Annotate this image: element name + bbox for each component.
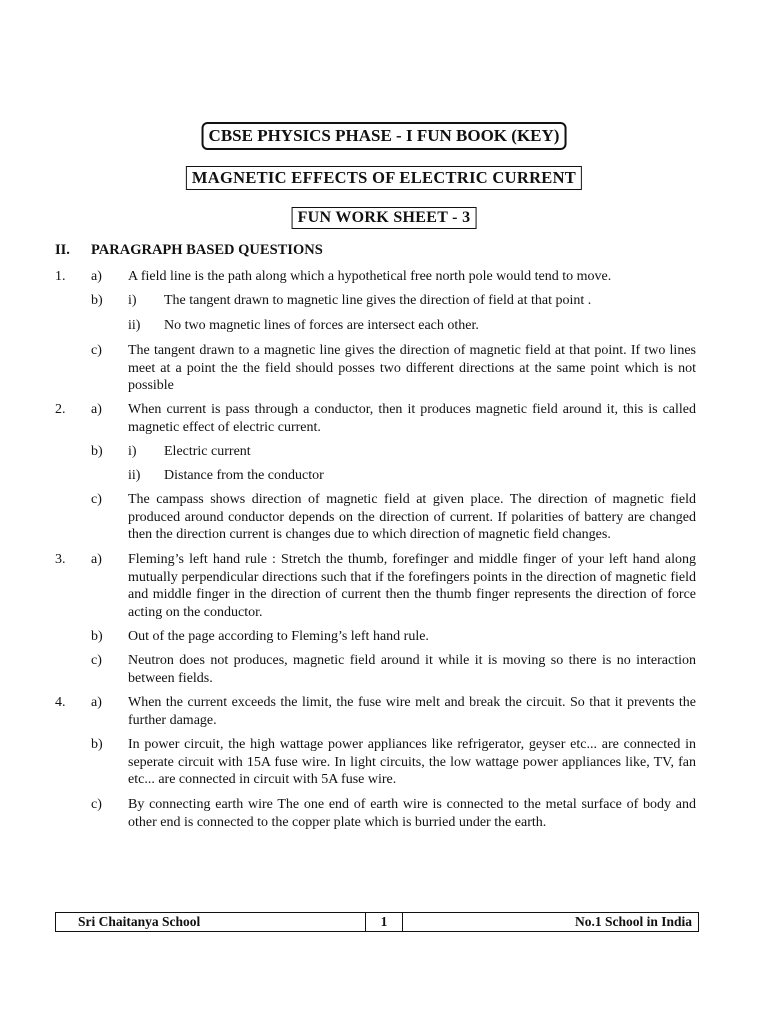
- answer-text: By connecting earth wire The one end of earth wire is connected to the metal surface of body and other end is connected to the copper plate which is burried under the earth.: [128, 797, 696, 830]
- part-label: a): [91, 402, 102, 417]
- book-title: CBSE PHYSICS PHASE - I FUN BOOK (KEY): [202, 122, 567, 150]
- part-label: b): [91, 293, 103, 308]
- answer-text: In power circuit, the high wattage power appliances like refrigerator, geyser etc... are connected in seperate circuit with 15A fuse wire. In light circuits, the low wattage power appliances like, TV, fan etc... are connected in circuit with 5A fuse wire.: [128, 737, 696, 787]
- part-label: c): [91, 343, 102, 358]
- page-footer: [55, 912, 699, 932]
- question-number: 1.: [55, 269, 66, 284]
- answer-text: The campass shows direction of magnetic field at given place. The direction of magnetic field produced around conductor depends on the direction of current. If polarities of battery are changed then the direction current is changes due to which direction of magnetic field changes.: [128, 492, 696, 542]
- answer-text: Electric current: [164, 444, 251, 459]
- part-label: b): [91, 629, 103, 644]
- question-number: 4.: [55, 695, 66, 710]
- part-label: a): [91, 269, 102, 284]
- answer-text: When the current exceeds the limit, the fuse wire melt and break the circuit. So that it prevents the further damage.: [128, 695, 696, 728]
- part-label: a): [91, 552, 102, 567]
- answer-text: A field line is the path along which a hypothetical free north pole would tend to move.: [128, 269, 612, 284]
- answer-text: When current is pass through a conductor, then it produces magnetic field around it, this is called magnetic effect of electric current.: [128, 402, 696, 435]
- subpart-label: ii): [128, 468, 141, 483]
- answer-text: Distance from the conductor: [164, 468, 324, 483]
- subpart-label: i): [128, 444, 137, 459]
- subpart-label: ii): [128, 318, 141, 333]
- subpart-label: i): [128, 293, 137, 308]
- part-label: c): [91, 797, 102, 812]
- part-label: c): [91, 492, 102, 507]
- section-number: II.: [55, 242, 70, 258]
- section-heading: [55, 242, 323, 259]
- worksheet-title: FUN WORK SHEET - 3: [292, 207, 477, 229]
- answer-text: Out of the page according to Fleming’s left hand rule.: [128, 629, 429, 644]
- part-label: b): [91, 444, 103, 459]
- answer-text: Fleming’s left hand rule : Stretch the thumb, forefinger and middle finger of your left hand along mutually perpendicular directions such that if the forefingers points in the direction of magnetic field and middle finger in the direction of current then the thumb finger represents the direction of force acting on the conductor.: [128, 552, 696, 620]
- chapter-title: MAGNETIC EFFECTS OF ELECTRIC CURRENT: [186, 166, 582, 190]
- footer-tagline: No.1 School in India: [574, 914, 692, 929]
- part-label: b): [91, 737, 103, 752]
- answer-text: Neutron does not produces, magnetic field around it while it is moving so there is no interaction between fields.: [128, 653, 696, 686]
- section-title: PARAGRAPH BASED QUESTIONS: [91, 242, 323, 258]
- answer-text: No two magnetic lines of forces are intersect each other.: [164, 318, 479, 333]
- part-label: c): [91, 653, 102, 668]
- part-label: a): [91, 695, 102, 710]
- question-number: 3.: [55, 552, 66, 567]
- answer-text: The tangent drawn to magnetic line gives the direction of field at that point .: [164, 293, 592, 308]
- footer-school: Sri Chaitanya School: [56, 913, 366, 931]
- answer-text: The tangent drawn to a magnetic line gives the direction of magnetic field at that point. If two lines meet at a point the the field should posses two different directions at the same point which is not possible: [128, 343, 696, 393]
- page-number: 1: [366, 913, 403, 931]
- question-number: 2.: [55, 402, 66, 417]
